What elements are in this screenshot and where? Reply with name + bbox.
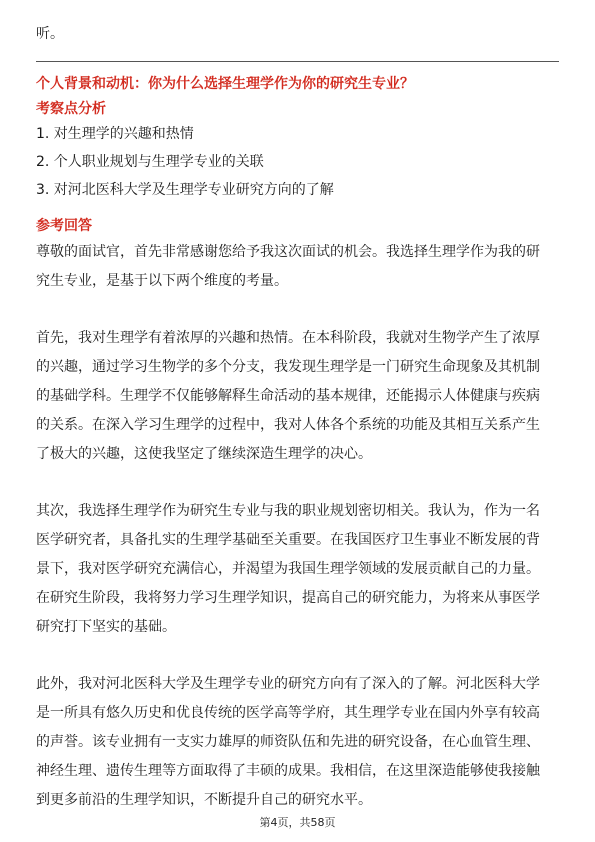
- answer-line: 到更多前沿的生理学知识，不断提升自己的研究水平。: [36, 792, 372, 808]
- answer-line: 景下，我对医学研究充满信心，并渴望为我国生理学领域的发展贡献自己的力量。: [36, 561, 540, 577]
- continued-text: 听。: [36, 26, 64, 42]
- analysis-point: 1. 对生理学的兴趣和热情: [36, 126, 194, 142]
- answer-line: 其次，我选择生理学作为研究生专业与我的职业规划密切相关。我认为，作为一名: [36, 503, 540, 519]
- analysis-heading: 考察点分析: [36, 101, 106, 117]
- answer-line: 的基础学科。生理学不仅能够解释生命活动的基本规律，还能揭示人体健康与疾病: [36, 388, 540, 404]
- page-number: 第4页，共58页: [259, 816, 336, 829]
- section-divider: [36, 61, 559, 62]
- answer-heading: 参考回答: [36, 218, 92, 234]
- question-title: 个人背景和动机：你为什么选择生理学作为你的研究生专业？: [36, 76, 414, 92]
- answer-line: 医学研究者，具备扎实的生理学基础至关重要。在我国医疗卫生事业不断发展的背: [36, 532, 540, 548]
- analysis-point: 3. 对河北医科大学及生理学专业研究方向的了解: [36, 182, 334, 198]
- answer-line: 的兴趣，通过学习生物学的多个分支，我发现生理学是一门研究生命现象及其机制: [36, 359, 540, 375]
- answer-line: 神经生理、遗传生理等方面取得了丰硕的成果。我相信，在这里深造能够使我接触: [36, 763, 540, 779]
- answer-line: 此外，我对河北医科大学及生理学专业的研究方向有了深入的了解。河北医科大学: [36, 676, 540, 692]
- answer-line: 是一所具有悠久历史和优良传统的医学高等学府，其生理学专业在国内外享有较高: [36, 705, 540, 721]
- answer-line: 究生专业，是基于以下两个维度的考量。: [36, 273, 288, 289]
- analysis-point: 2. 个人职业规划与生理学专业的关联: [36, 154, 264, 170]
- answer-line: 的声誉。该专业拥有一支实力雄厚的师资队伍和先进的研究设备，在心血管生理、: [36, 734, 540, 750]
- answer-line: 的关系。在深入学习生理学的过程中，我对人体各个系统的功能及其相互关系产生: [36, 417, 540, 433]
- answer-line: 首先，我对生理学有着浓厚的兴趣和热情。在本科阶段，我就对生物学产生了浓厚: [36, 330, 540, 346]
- answer-line: 尊敬的面试官，首先非常感谢您给予我这次面试的机会。我选择生理学作为我的研: [36, 244, 540, 260]
- answer-line: 了极大的兴趣，这使我坚定了继续深造生理学的决心。: [36, 446, 372, 462]
- answer-line: 研究打下坚实的基础。: [36, 619, 176, 635]
- answer-line: 在研究生阶段，我将努力学习生理学知识，提高自己的研究能力，为将来从事医学: [36, 590, 540, 606]
